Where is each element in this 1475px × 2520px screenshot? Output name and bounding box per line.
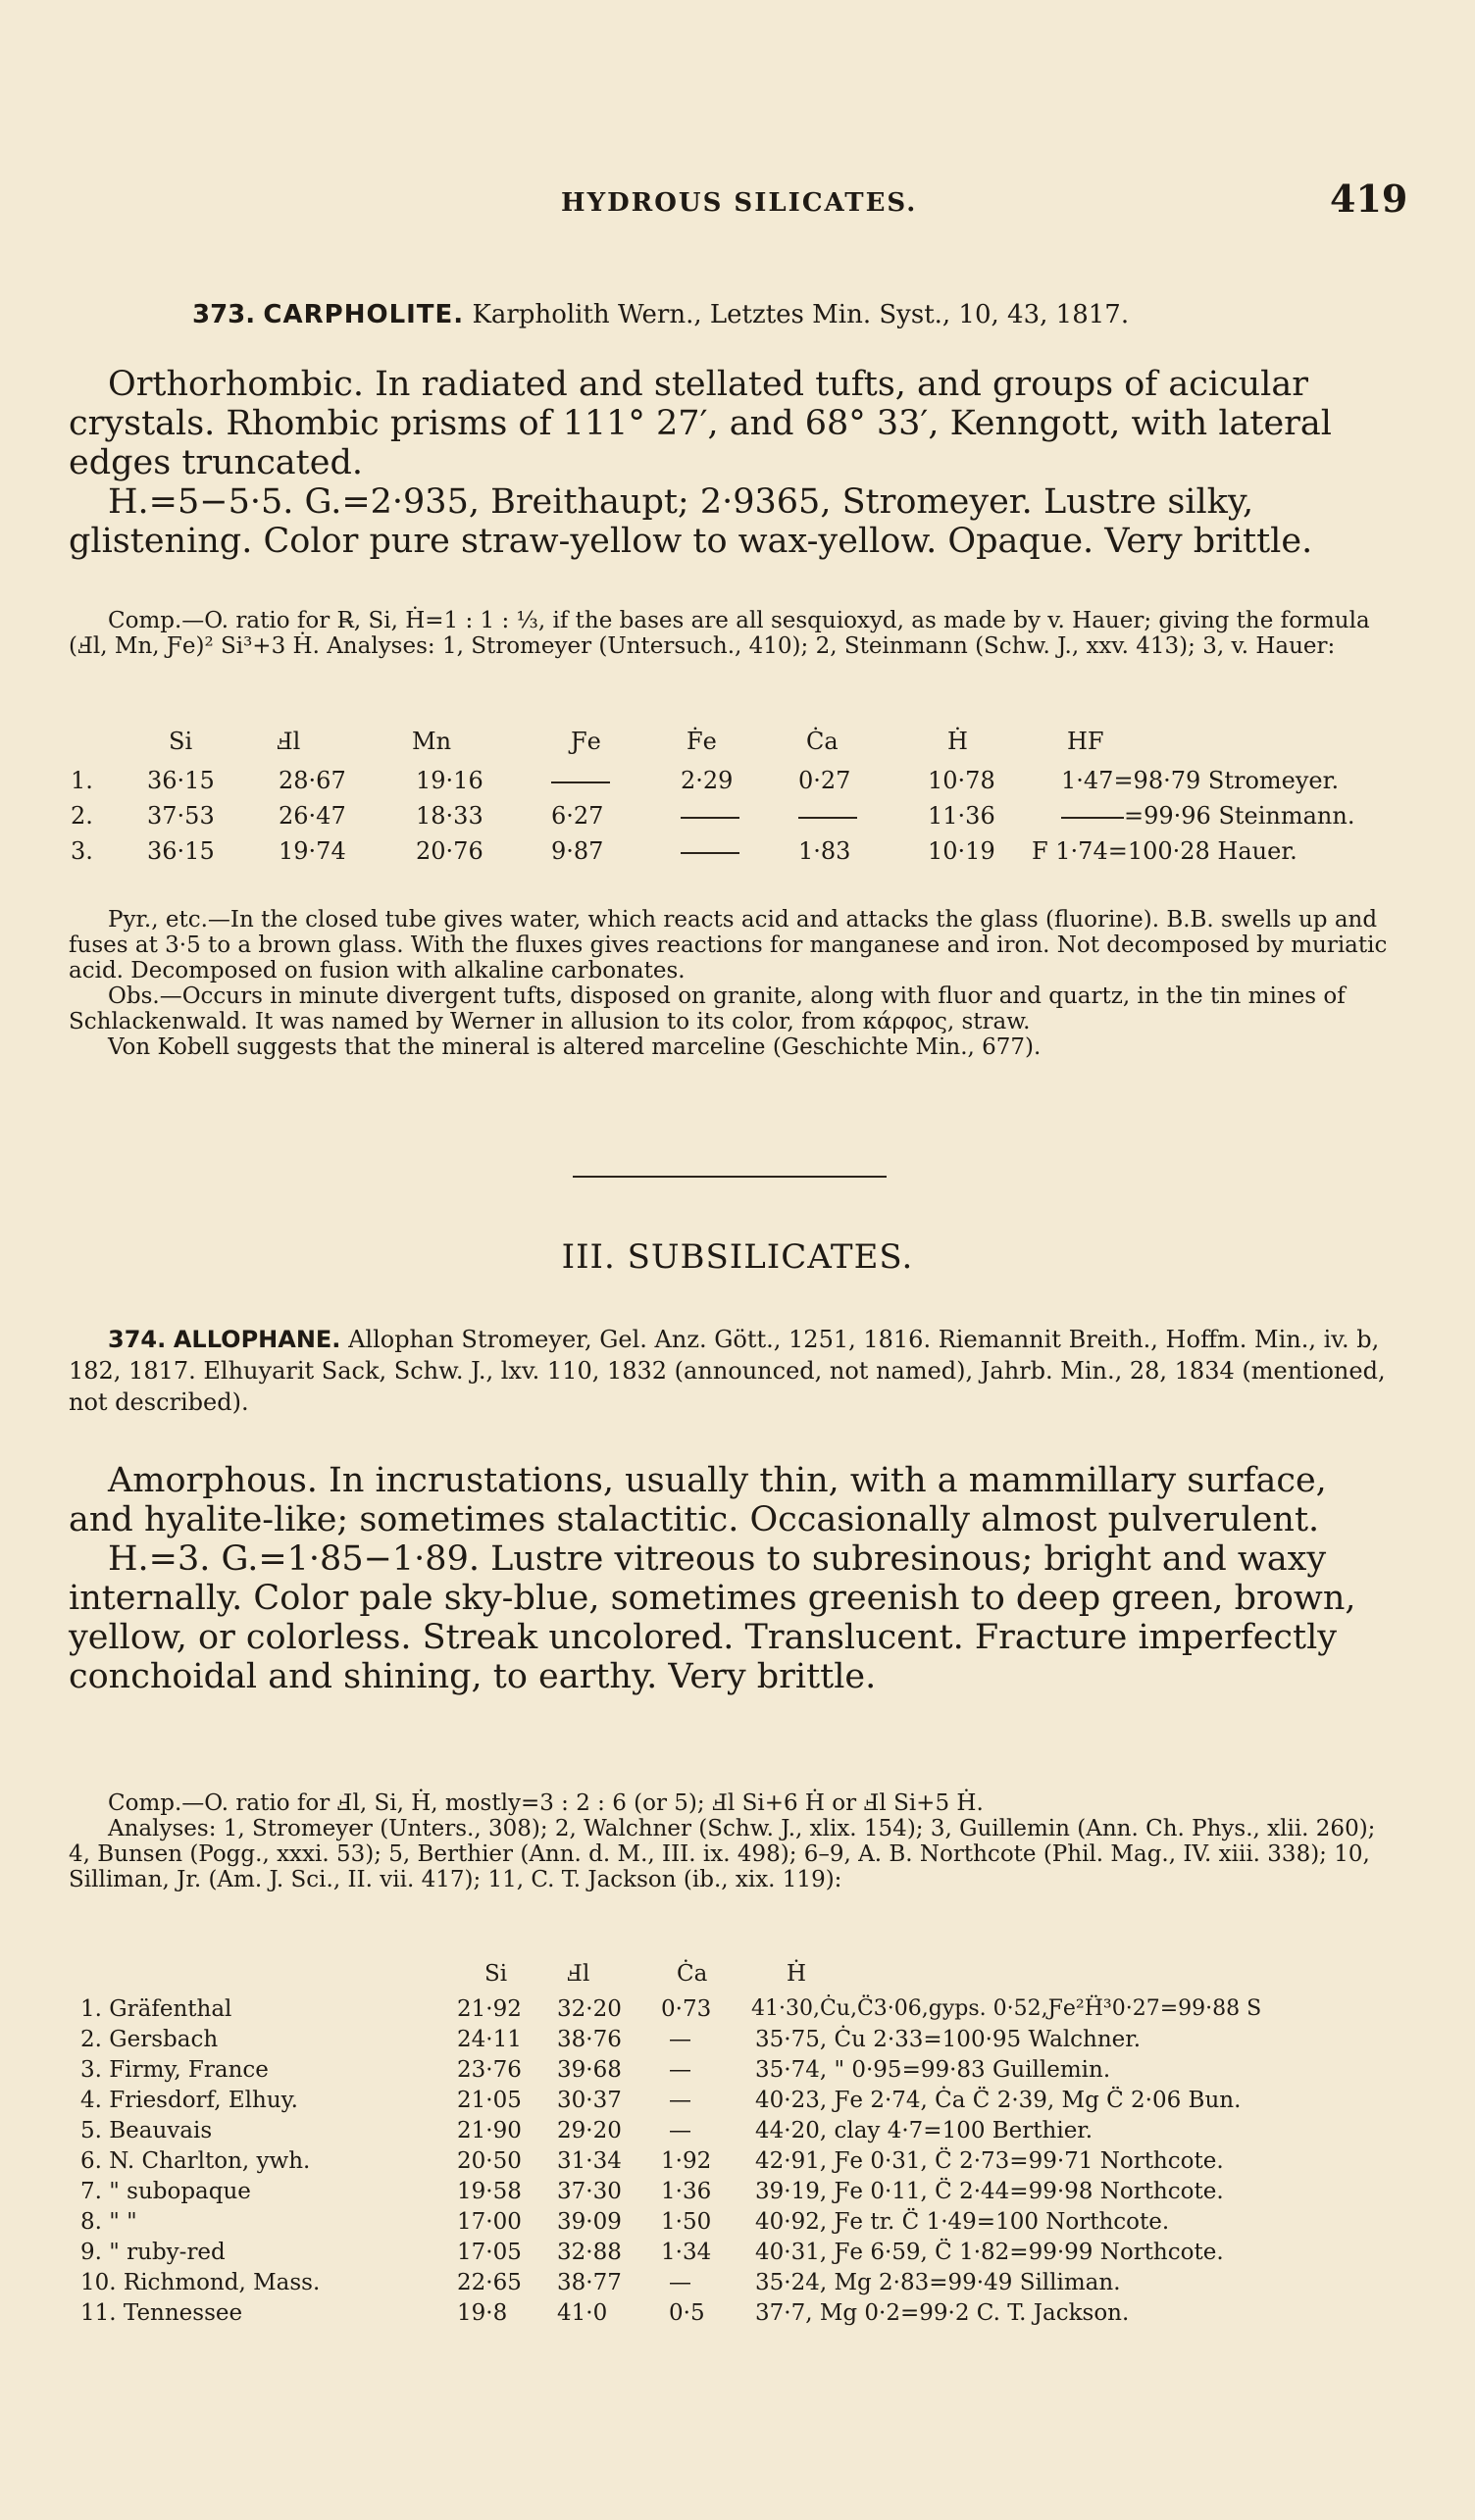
table-cell: 18·33 bbox=[416, 802, 483, 830]
table-cell: 17·00 bbox=[457, 2209, 522, 2235]
carpholite-comp-text: Comp.—O. ratio for R̶, Si, Ḣ=1 : 1 : ⅓, if the bases are all sesquioxyd, as made by v. Hauer; giving the formula (Ⅎl, Ⅿn, Ƒe)² Si³+3 Ḣ. Analyses: 1, Stromeyer (Untersuch., 410); 2, Steinmann (Schw. J., xxv. 413); 3, v. Hauer: bbox=[69, 608, 1370, 659]
table-cell: 2. bbox=[71, 802, 93, 830]
table-cell: — bbox=[669, 2118, 691, 2143]
table-cell: 1. bbox=[71, 767, 93, 794]
table-cell: 39·09 bbox=[557, 2209, 622, 2235]
table-cell bbox=[1061, 802, 1354, 830]
table-cell: 36·15 bbox=[147, 837, 215, 865]
table-header: Ⅿn bbox=[412, 728, 452, 755]
table-cell: 41·0 bbox=[557, 2300, 608, 2326]
table-cell: 10·78 bbox=[928, 767, 995, 794]
table-cell: 3. bbox=[71, 837, 93, 865]
table-cell: 19·74 bbox=[279, 837, 346, 865]
table-cell: 20·76 bbox=[416, 837, 483, 865]
table-cell: 30·37 bbox=[557, 2088, 622, 2113]
table-cell: F 1·74=100·28 Hauer. bbox=[1032, 837, 1297, 865]
carpholite-desc-crystal: Orthorhombic. In radiated and stellated tufts, and groups of acicular crystals. Rhombic prisms of 111° 27′, and 68° 33′, Kenngott, with lateral edges truncated. bbox=[69, 365, 1332, 482]
table-cell bbox=[551, 767, 610, 794]
carpholite-desc-physical: H.=5−5·5. G.=2·935, Breithaupt; 2·9365, Stromeyer. Lustre silky, glistening. Color pure straw-yellow to wax-yellow. Opaque. Very brittle. bbox=[69, 482, 1313, 561]
carpholite-name: CARPHOLITE. bbox=[263, 300, 465, 329]
table-cell: 32·20 bbox=[557, 1996, 622, 2022]
table-header: Ḟe bbox=[687, 728, 717, 755]
table-cell: 5. Beauvais bbox=[80, 2118, 213, 2143]
table-cell: 35·74, " 0·95=99·83 Guillemin. bbox=[755, 2057, 1111, 2083]
table-cell: 2·29 bbox=[681, 767, 734, 794]
carpholite-obs: Obs.—Occurs in minute divergent tufts, disposed on granite, along with fluor and quartz, in the tin mines of Schlackenwald. It was named by Werner in allusion to its color, from κάρφος, straw. bbox=[69, 983, 1346, 1034]
table-cell: 19·8 bbox=[457, 2300, 508, 2326]
table-cell: 4. Friesdorf, Elhuy. bbox=[80, 2088, 298, 2113]
table-cell: 40·92, Ƒe tr. C̈ 1·49=100 Northcote. bbox=[755, 2209, 1170, 2235]
table-cell: 21·05 bbox=[457, 2088, 522, 2113]
table-cell: 19·16 bbox=[416, 767, 483, 794]
table-header: Si bbox=[169, 728, 193, 755]
table-cell: 1·36 bbox=[661, 2179, 712, 2204]
table-cell: 38·77 bbox=[557, 2270, 622, 2295]
table-cell: 28·67 bbox=[279, 767, 346, 794]
allophane-description bbox=[69, 1461, 1393, 1696]
table-cell: 10·19 bbox=[928, 837, 995, 865]
table-cell: 39·19, Ƒe 0·11, C̈ 2·44=99·98 Northcote. bbox=[755, 2179, 1224, 2204]
table-cell: 0·73 bbox=[661, 1996, 712, 2022]
table-cell: 37·53 bbox=[147, 802, 215, 830]
table-cell: 9. " ruby-red bbox=[80, 2240, 226, 2265]
table-cell: — bbox=[669, 2088, 691, 2113]
section-divider bbox=[573, 1176, 887, 1178]
page-number: 419 bbox=[1330, 176, 1408, 221]
table-header: Ḣ bbox=[787, 1961, 807, 1987]
table-cell: 42·91, Ƒe 0·31, C̈ 2·73=99·71 Northcote. bbox=[755, 2148, 1224, 2174]
table-cell: 11·36 bbox=[928, 802, 995, 830]
table-cell: 21·92 bbox=[457, 1996, 522, 2022]
table-cell-text: =99·96 Steinmann. bbox=[1124, 802, 1355, 830]
carpholite-notes bbox=[69, 907, 1393, 1060]
table-header: Ċa bbox=[806, 728, 839, 755]
table-cell: 20·50 bbox=[457, 2148, 522, 2174]
table-cell: 17·05 bbox=[457, 2240, 522, 2265]
table-header: Ⅎl bbox=[567, 1961, 590, 1987]
allophane-analyses-list: Analyses: 1, Stromeyer (Unters., 308); 2, Walchner (Schw. J., xlix. 154); 3, Guillemin (Ann. Ch. Phys., xlii. 260); 4, Bunsen (Pogg., xxxi. 53); 5, Berthier (Ann. d. M., III. ix. 498); 6–9, A. B. Northcote (Phil. Mag., IV. xiii. 338); 10, Silliman, Jr. (Am. J. Sci., II. vii. 417); 11, C. T. Jackson (ib., xix. 119): bbox=[69, 1816, 1376, 1892]
table-cell: 31·34 bbox=[557, 2148, 622, 2174]
table-cell bbox=[681, 837, 739, 865]
allophane-name: ALLOPHANE. bbox=[173, 1326, 341, 1353]
table-cell: 35·75, Ċu 2·33=100·95 Walchner. bbox=[755, 2027, 1142, 2052]
table-cell: 29·20 bbox=[557, 2118, 622, 2143]
page-header bbox=[0, 175, 1475, 224]
table-header: Si bbox=[484, 1961, 508, 1987]
table-header: Ⅎl bbox=[277, 728, 301, 755]
table-cell: 26·47 bbox=[279, 802, 346, 830]
table-cell: 24·11 bbox=[457, 2027, 522, 2052]
table-cell: 8. " " bbox=[80, 2209, 137, 2235]
allophane-desc-physical: H.=3. G.=1·85−1·89. Lustre vitreous to subresinous; bright and waxy internally. Color pale sky-blue, sometimes greenish to deep green, brown, yellow, or colorless. Streak uncolored. Translucent. Fracture imperfectly conchoidal and shining, to earthy. Very brittle. bbox=[69, 1539, 1356, 1696]
table-cell: 32·88 bbox=[557, 2240, 622, 2265]
table-cell: 11. Tennessee bbox=[80, 2300, 243, 2326]
table-cell: 35·24, Mg 2·83=99·49 Silliman. bbox=[755, 2270, 1121, 2295]
carpholite-synonyms: Karpholith Wern., Letztes Min. Syst., 10, 43, 1817. bbox=[472, 300, 1130, 329]
table-header: Ḣ bbox=[947, 728, 968, 755]
allophane-synonyms: Allophan Stromeyer, Gel. Anz. Gött., 1251, 1816. Riemannit Breith., Hoffm. Min., iv. b, 182, 1817. Elhuyarit Sack, Schw. J., lxv. 110, 1832 (announced, not named), Jahrb. Min., 28, 1834 (mentioned, not described). bbox=[69, 1326, 1386, 1416]
carpholite-number: 373. bbox=[192, 300, 256, 329]
table-cell: 6·27 bbox=[551, 802, 604, 830]
table-cell: 3. Firmy, France bbox=[80, 2057, 269, 2083]
table-cell: 40·23, Ƒe 2·74, Ċa C̈ 2·39, Mg C̈ 2·06 Bun. bbox=[755, 2088, 1242, 2113]
table-cell: — bbox=[669, 2027, 691, 2052]
table-cell bbox=[798, 802, 857, 830]
table-cell: 38·76 bbox=[557, 2027, 622, 2052]
table-cell: 36·15 bbox=[147, 767, 215, 794]
table-cell: 23·76 bbox=[457, 2057, 522, 2083]
section-title: III. SUBSILICATES. bbox=[561, 1237, 914, 1277]
table-cell: 39·68 bbox=[557, 2057, 622, 2083]
table-header: HF bbox=[1067, 728, 1104, 755]
allophane-analysis-table bbox=[0, 1961, 1475, 2373]
table-cell: 10. Richmond, Mass. bbox=[80, 2270, 321, 2295]
table-cell: 0·5 bbox=[669, 2300, 705, 2326]
table-cell: 19·58 bbox=[457, 2179, 522, 2204]
table-cell: 7. " subopaque bbox=[80, 2179, 251, 2204]
carpholite-analysis-table bbox=[0, 728, 1475, 875]
table-cell: 37·7, Mg 0·2=99·2 C. T. Jackson. bbox=[755, 2300, 1130, 2326]
table-cell: 41·30,Ċu,C̈3·06,gyps. 0·52,Ƒe²Ḧ³0·27=99·88 S bbox=[751, 1996, 1262, 2021]
table-cell: 21·90 bbox=[457, 2118, 522, 2143]
table-cell: 1·50 bbox=[661, 2209, 712, 2235]
carpholite-composition bbox=[69, 608, 1393, 659]
table-header: Ċa bbox=[677, 1961, 708, 1987]
carpholite-pyr: Pyr., etc.—In the closed tube gives water, which reacts acid and attacks the glass (fluorine). B.B. swells up and fuses at 3·5 to a brown glass. With the fluxes gives reactions for manganese and iron. Not decomposed by muriatic acid. Decomposed on fusion with alkaline carbonates. bbox=[69, 907, 1388, 983]
table-cell: 1. Gräfenthal bbox=[80, 1996, 232, 2022]
table-cell: 37·30 bbox=[557, 2179, 622, 2204]
table-header: Ƒe bbox=[571, 728, 601, 755]
table-cell: 1·47=98·79 Stromeyer. bbox=[1061, 767, 1340, 794]
carpholite-description bbox=[69, 365, 1393, 561]
table-cell: 2. Gersbach bbox=[80, 2027, 219, 2052]
carpholite-heading bbox=[192, 300, 1129, 329]
table-cell: 0·27 bbox=[798, 767, 851, 794]
table-cell: 1·92 bbox=[661, 2148, 712, 2174]
table-cell: 6. N. Charlton, ywh. bbox=[80, 2148, 311, 2174]
table-cell: 9·87 bbox=[551, 837, 604, 865]
table-cell bbox=[681, 802, 739, 830]
table-cell: 1·34 bbox=[661, 2240, 712, 2265]
allophane-desc-form: Amorphous. In incrustations, usually thin, with a mammillary surface, and hyalite-like; sometimes stalactitic. Occasionally almost pulverulent. bbox=[69, 1461, 1327, 1539]
running-head: HYDROUS SILICATES. bbox=[561, 188, 918, 218]
allophane-composition bbox=[69, 1790, 1393, 1892]
allophane-comp-text: Comp.—O. ratio for Ⅎl, Si, Ḣ, mostly=3 : 2 : 6 (or 5); Ⅎl Si+6 Ḣ or Ⅎl Si+5 Ḣ. bbox=[108, 1790, 984, 1816]
allophane-number: 374. bbox=[108, 1326, 167, 1353]
table-cell: 44·20, clay 4·7=100 Berthier. bbox=[755, 2118, 1094, 2143]
table-cell: — bbox=[669, 2057, 691, 2083]
carpholite-kobell: Von Kobell suggests that the mineral is altered marceline (Geschichte Min., 677). bbox=[108, 1034, 1042, 1060]
table-cell: 40·31, Ƒe 6·59, C̈ 1·82=99·99 Northcote. bbox=[755, 2240, 1224, 2265]
table-cell: — bbox=[669, 2270, 691, 2295]
allophane-heading bbox=[69, 1324, 1393, 1418]
table-cell: 22·65 bbox=[457, 2270, 522, 2295]
table-cell: 1·83 bbox=[798, 837, 851, 865]
